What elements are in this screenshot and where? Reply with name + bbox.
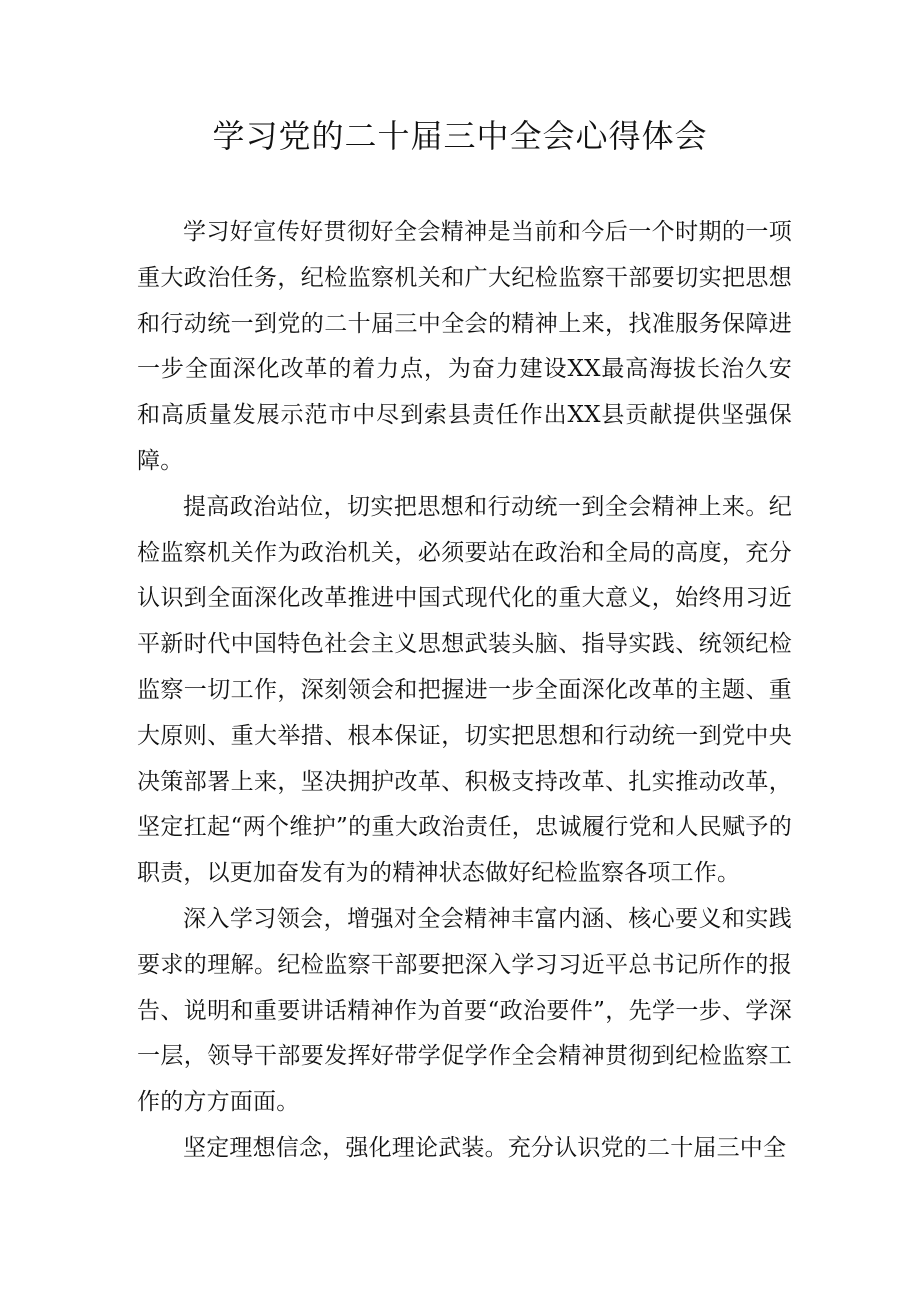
paragraph-3: 深入学习领会，增强对全会精神丰富内涵、核心要义和实践要求的理解。纪检监察干部要把深入学习习近平总书记所作的报告、说明和重要讲话精神作为首要“政治要件”，先学一步、学深一层，领导干部要发挥好带学促学作全会精神贯彻到纪检监察工作的方方面面。	[137, 905, 792, 1116]
paragraph-4: 坚定理想信念，强化理论武装。充分认识党的二十届三中全	[183, 1134, 787, 1161]
paragraph-2: 提高政治站位，切实把思想和行动统一到全会精神上来。纪检监察机关作为政治机关，必须要站在政治和全局的高度，充分认识到全面深化改革推进中国式现代化的重大意义，始终用习近平新时代中国特色社会主义思想武装头脑、指导实践、统领纪检监察一切工作，深刻领会和把握进一步全面深化改革的主题、重大原则、重大举措、根本保证，切实把思想和行动统一到党中央决策部署上来，坚决拥护改革、积极支持改革、扎实推动改革，坚定扛起“两个维护”的重大政治责任，忠诚履行党和人民赋予的职责，以更加奋发有为的精神状态做好纪检监察各项工作。	[137, 493, 792, 887]
page-title: 学习党的二十届三中全会心得体会	[212, 117, 708, 155]
paragraph-1: 学习好宣传好贯彻好全会精神是当前和今后一个时期的一项重大政治任务，纪检监察机关和广大纪检监察干部要切实把思想和行动统一到党的二十届三中全会的精神上来，找准服务保障进一步全面深化改革的着力点，为奋力建设XX最高海拔长治久安和高质量发展示范市中尽到索县责任作出XX县贡献提供坚强保障。	[137, 219, 792, 474]
document-body	[137, 210, 792, 1172]
